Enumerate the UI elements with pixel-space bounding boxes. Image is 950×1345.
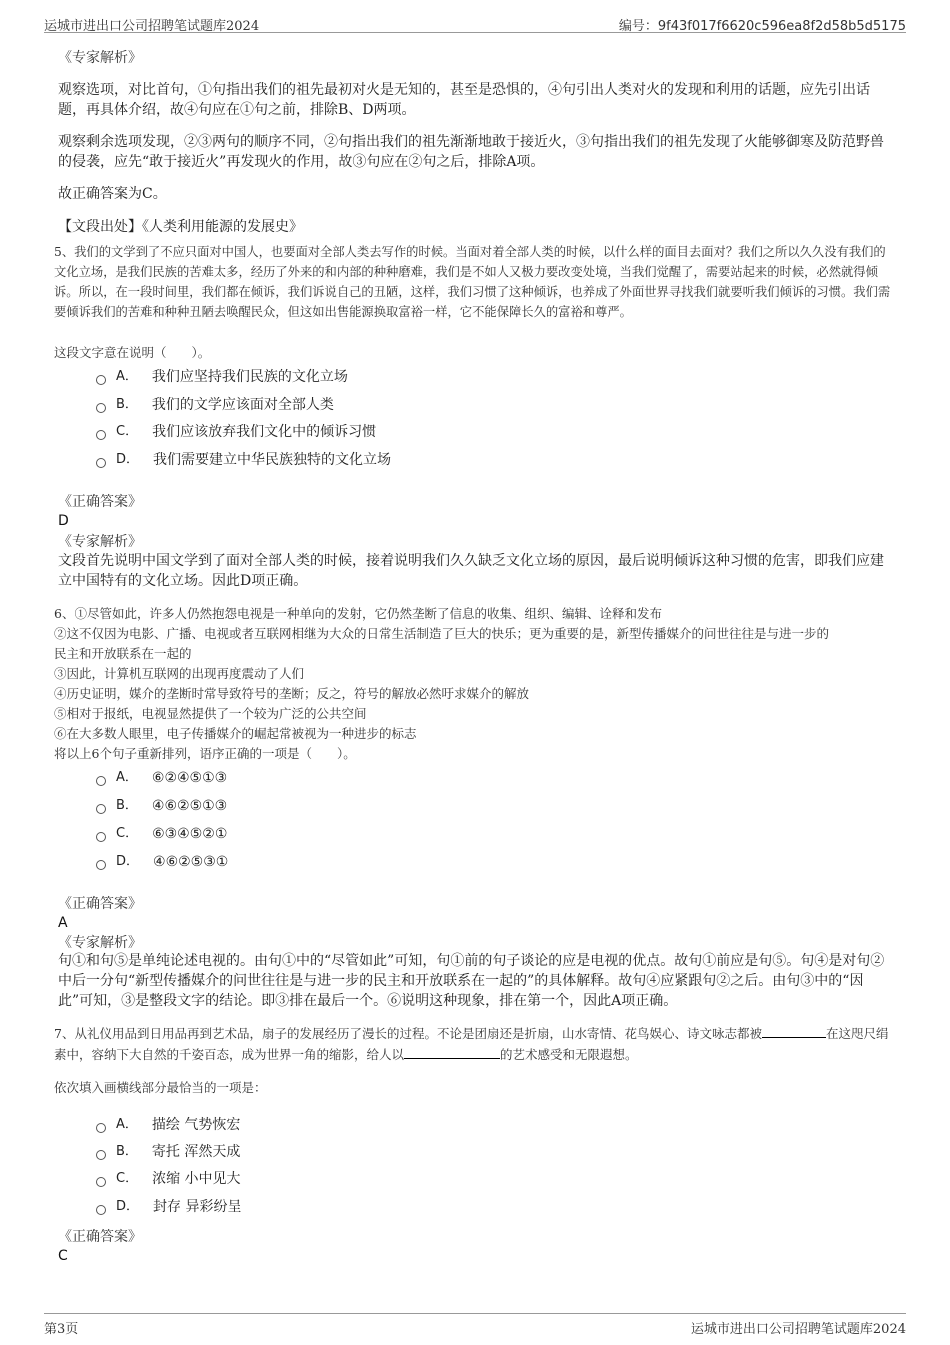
radio-icon[interactable] [96, 1205, 106, 1215]
q5-answer-label: 《正确答案》 [58, 494, 142, 510]
q6-line-4: ③因此，计算机互联网的出现再度震动了人们 [54, 666, 305, 681]
q7-text: 7、从礼仪用品到日用品再到艺术品，扇子的发展经历了漫长的过程。不论是团扇还是折扇，山水寄情、花鸟娱心、诗文咏志都被 在这咫尺绢素中，容纳下大自然的千姿百态，成为世界一角的缩影，给人以 的艺术感受和无限遐想。 [54, 1023, 894, 1065]
q7-option-b[interactable]: B． 寄托 浑然天成 [96, 1141, 240, 1163]
footer-title: 运城市进出口公司招聘笔试题库2024 [690, 1322, 906, 1337]
header-title: 运城市进出口公司招聘笔试题库2024 [44, 19, 260, 34]
q6-analysis: 句①和句⑤是单纯论述电视的。由句①中的“尽管如此”可知，句①前的句子谈论的应是电视的优点。故句①前应是句⑤。句④是对句②中后一分句“新型传播媒介的问世往往是与进一步的民主和开放联系在一起的”的具体解释。故句④应紧跟句②之后。由句③中的“因此”可知，③是整段文字的结论。即③排在最后一个。⑥说明这种现象，排在第一个，因此A项正确。 [58, 953, 885, 1009]
page-footer [44, 1313, 906, 1336]
q6-line-5: ④历史证明，媒介的垄断时常导致符号的垄断；反之，符号的解放必然吁求媒介的解放 [54, 686, 530, 701]
radio-icon[interactable] [96, 776, 106, 786]
radio-icon[interactable] [96, 403, 106, 413]
q5-analysis: 文段首先说明中国文学到了面对全部人类的时候，接着说明我们久久缺乏文化立场的原因，最后说明倾诉这种习惯的危害，即我们应建立中国特有的文化立场。因此D项正确。 [58, 553, 884, 589]
q5-option-b[interactable]: B． 我们的文学应该面对全部人类 [96, 394, 334, 416]
q5-option-c[interactable]: C． 我们应该放弃我们文化中的倾诉习惯 [96, 421, 376, 443]
q5-prompt: 这段文字意在说明（ ）。 [54, 345, 211, 360]
q5-analysis-label: 《专家解析》 [58, 534, 142, 550]
q6-answer-label: 《正确答案》 [58, 896, 142, 912]
radio-icon[interactable] [96, 832, 106, 842]
q5-option-d[interactable]: D． 我们需要建立中华民族独特的文化立场 [96, 449, 391, 471]
prev-analysis-para-2: 观察剩余选项发现，②③两句的顺序不同，②句指出我们的祖先渐渐地敢于接近火，③句指出我们的祖先发现了火能够御寒及防范野兽的侵袭，应先“敢于接近火”再发现火的作用，故③句应在②句之后，排除A项。 [58, 134, 884, 170]
q6-line-7: ⑥在大多数人眼里，电子传播媒介的崛起常被视为一种进步的标志 [54, 726, 417, 741]
q7-option-d[interactable]: D． 封存 异彩纷呈 [96, 1196, 241, 1218]
passage-source: 【文段出处】《人类利用能源的发展史》 [58, 219, 303, 235]
q6-prompt: 将以上6个句子重新排列，语序正确的一项是（ ）。 [54, 746, 356, 761]
radio-icon[interactable] [96, 1177, 106, 1187]
radio-icon[interactable] [96, 458, 106, 468]
q7-answer: C [58, 1248, 68, 1264]
radio-icon[interactable] [96, 1123, 106, 1133]
page-header [44, 12, 906, 33]
blank-1 [762, 1023, 826, 1038]
q7-prompt: 依次填入画横线部分最恰当的一项是： [54, 1080, 267, 1095]
q6-answer: A [58, 915, 68, 931]
radio-icon[interactable] [96, 1150, 106, 1160]
prev-analysis-para-3: 故正确答案为C。 [58, 186, 167, 202]
q6-option-a[interactable]: A． ⑥②④⑤①③ [96, 767, 227, 789]
footer-page-number: 第3页 [44, 1322, 79, 1337]
blank-2 [404, 1044, 500, 1059]
q6-analysis-label: 《专家解析》 [58, 935, 142, 951]
q6-line-2: ②这不仅因为电影、广播、电视或者互联网相继为大众的日常生活制造了巨大的快乐；更为重要的是，新型传播媒介的问世往往是与进一步的 [54, 626, 830, 641]
radio-icon[interactable] [96, 375, 106, 385]
q6-line-6: ⑤相对于报纸，电视显然提供了一个较为广泛的公共空间 [54, 706, 367, 721]
q6-option-d[interactable]: D． ④⑥②⑤③① [96, 851, 228, 873]
q6-line-3: 民主和开放联系在一起的 [54, 646, 192, 661]
q6-line-1: 6、①尽管如此，许多人仍然抱怨电视是一种单向的发射，它仍然垄断了信息的收集、组织、编辑、诠释和发布 [54, 606, 662, 621]
q6-option-b[interactable]: B． ④⑥②⑤①③ [96, 795, 227, 817]
prev-analysis-para-1: 观察选项，对比首句，①句指出我们的祖先最初对火是无知的，甚至是恐惧的，④句引出人类对火的发现和利用的话题，应先引出话题，再具体介绍，故④句应在①句之前，排除B、D两项。 [58, 82, 870, 118]
radio-icon[interactable] [96, 804, 106, 814]
q7-answer-label: 《正确答案》 [58, 1229, 142, 1245]
q5-option-a[interactable]: A． 我们应坚持我们民族的文化立场 [96, 366, 348, 388]
q5-text: 5、我们的文学到了不应只面对中国人，也要面对全部人类去写作的时候。当面对着全部人类的时候，以什么样的面目去面对？我们之所以久久没有我们的文化立场，是我们民族的苦难太多，经历了外来的和内部的种种磨难，我们是不如人又极力要改变处境，当我们觉醒了，需要站起来的时候，必然就得倾诉。所以，在一段时间里，我们都在倾诉，我们诉说自己的丑陋，这样，我们习惯了这种倾诉，也养成了外面世界寻找我们就要听我们倾诉的习惯。我们需要倾诉我们的苦难和种种丑陋去唤醒民众，但这如出售能源换取富裕一样，它不能保障长久的富裕和尊严。 [54, 245, 891, 319]
header-serial: 编号：9f43f017f6620c596ea8f2d58b5d5175 [618, 19, 906, 34]
q7-option-a[interactable]: A． 描绘 气势恢宏 [96, 1114, 240, 1136]
q5-answer: D [58, 513, 69, 529]
radio-icon[interactable] [96, 860, 106, 870]
radio-icon[interactable] [96, 430, 106, 440]
q6-option-c[interactable]: C． ⑥③④⑤②① [96, 823, 227, 845]
prev-analysis-label: 《专家解析》 [58, 50, 142, 66]
q7-option-c[interactable]: C． 浓缩 小中见大 [96, 1168, 241, 1190]
